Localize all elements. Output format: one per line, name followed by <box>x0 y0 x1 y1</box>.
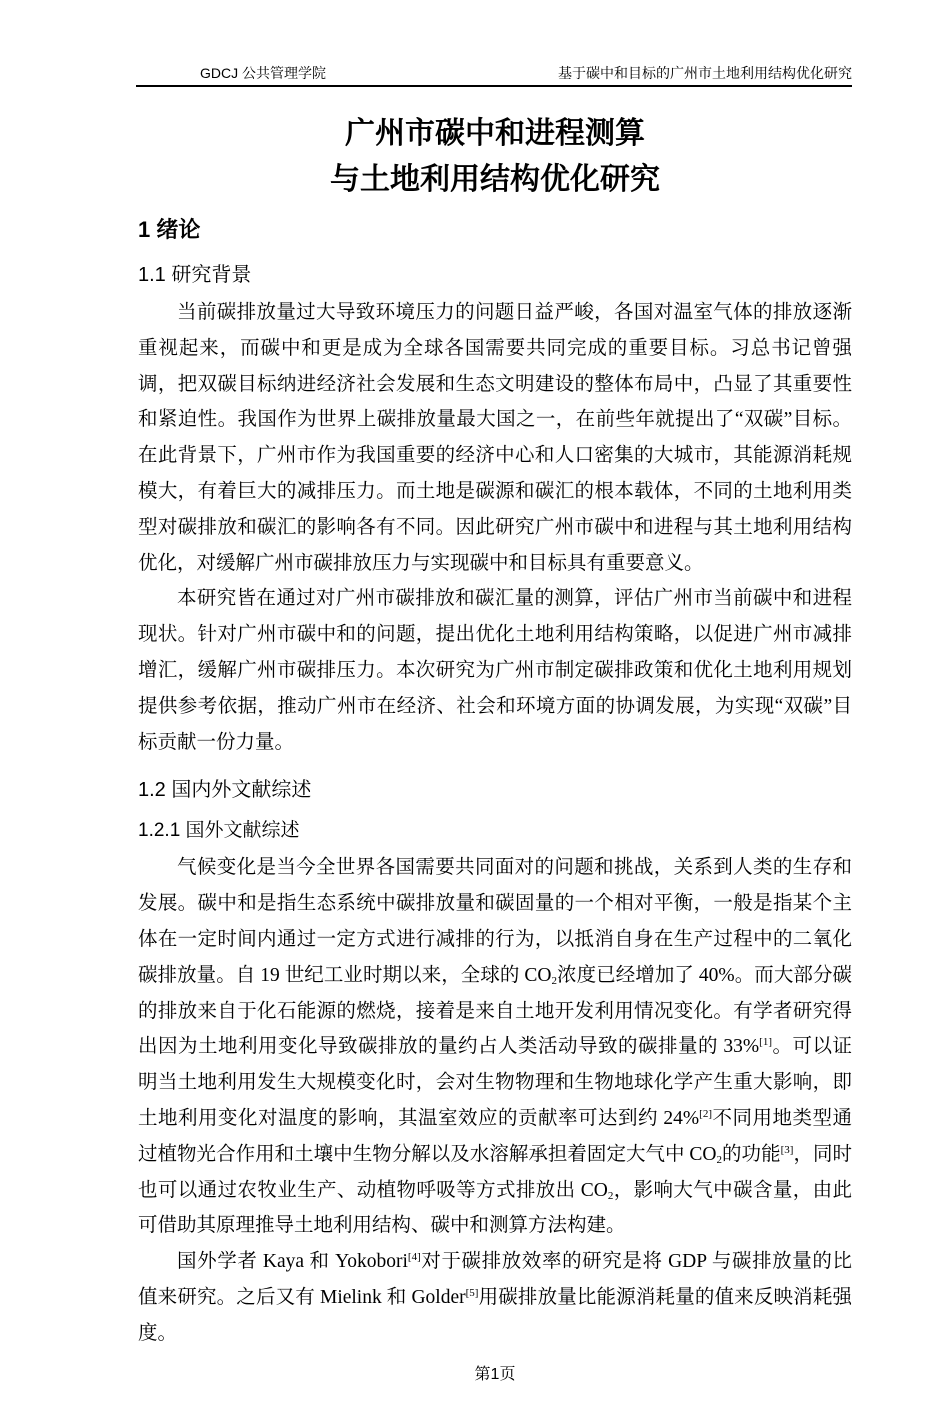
document-page <box>138 0 852 1406</box>
section-heading-1-2: 1.2 国内外文献综述 <box>138 779 312 802</box>
paragraph <box>138 581 852 760</box>
text-run: ，影响大气中碳含量，由此可借助其原理推导土地利用结构、碳中和测算方法构建。 <box>138 1179 852 1237</box>
paragraph <box>138 295 852 581</box>
section-heading-1-2-1: 1.2.1 国外文献综述 <box>138 820 300 842</box>
header-right-text: 基于碳中和目标的广州市土地利用结构优化研究 <box>558 65 852 81</box>
subscript: 2 <box>716 1153 723 1166</box>
text-run: 本研究皆在通过对广州市碳排放和碳汇量的测算，评估广州市当前碳中和进程现状。针对广州市碳中和的问题，提出优化土地利用结构策略，以促进广州市减排增汇，缓解广州市碳排压力。本次研究为广州市制定碳排政策和优化土地利用规划提供参考依据，推动广州市在经济、社会和环境方面的协调发展，为实现“双碳”目标贡献一份力量。 <box>138 588 852 753</box>
subscript: 2 <box>607 1189 614 1202</box>
section-heading-1: 1 绪论 <box>138 217 201 242</box>
citation-ref: [5] <box>465 1286 479 1299</box>
text-run: ，同时也可以通过农牧业生产、动植物呼吸等方式排放出 CO <box>138 1143 852 1201</box>
text-run: 的功能 <box>722 1143 781 1165</box>
paragraph <box>138 1244 852 1351</box>
body-block-background <box>138 295 852 760</box>
text-run: 浓度已经增加了 40%。而大部分碳的排放来自于化石能源的燃烧，接着是来自土地开发利用情况变化。有学者研究得出因为土地利用变化导致碳排放的量约占人类活动导致的碳排量的 33% <box>138 964 853 1058</box>
citation-ref: [2] <box>699 1107 712 1120</box>
title-line-2: 与土地利用结构优化研究 <box>330 163 660 196</box>
subscript: 2 <box>551 974 557 987</box>
page-header <box>138 64 852 85</box>
page-number: 第1页 <box>474 1365 516 1383</box>
text-run: 国外学者 Kaya 和 Yokobori <box>177 1251 408 1273</box>
text-run: 当前碳排放量过大导致环境压力的问题日益严峻，各国对温室气体的排放逐渐重视起来，而碳中和更是成为全球各国需要共同完成的重要目标。习总书记曾强调，把双碳目标纳进经济社会发展和生态文明建设的整体布局中，凸显了其重要性和紧迫性。我国作为世界上碳排放量最大国之一，在前些年就提出了“双碳”目标。在此背景下，广州市作为我国重要的经济中心和人口密集的大城市，其能源消耗规模大，有着巨大的减排压力。而土地是碳源和碳汇的根本载体，不同的土地利用类型对碳排放和碳汇的影响各有不同。因此研究广州市碳中和进程与其土地利用结构优化，对缓解广州市碳排放压力与实现碳中和目标具有重要意义。 <box>138 302 852 574</box>
document-title <box>138 111 852 203</box>
paragraph <box>138 850 852 1244</box>
citation-ref: [1] <box>759 1036 772 1049</box>
text-run: 不同用地类型通过植物光合作用和土壤中生物分解以及水溶解承担着固定大气中 CO <box>138 1107 852 1165</box>
section-heading-1-1: 1.1 研究背景 <box>138 264 252 286</box>
citation-ref: [4] <box>407 1251 421 1264</box>
text-run: 对于碳排放效率的研究是将 GDP 与碳排放量的比值来研究。之后又有 Mielink 和 Golder <box>138 1251 852 1308</box>
text-run: 。可以证明当土地利用发生大规模变化时，会对生物物理和生物地球化学产生重大影响，即土地利用变化对温度的影响，其温室效应的贡献率可达到约 24% <box>138 1036 852 1129</box>
header-left-text: GDCJ 公共管理学院 <box>200 65 326 81</box>
body-block-foreign-literature <box>138 850 852 1351</box>
text-run: 用碳排放量比能源消耗量的值来反映消耗强度。 <box>138 1286 852 1344</box>
header-divider <box>136 85 852 87</box>
text-run: 气候变化是当今全世界各国需要共同面对的问题和挑战，关系到人类的生存和发展。碳中和是指生态系统中碳排放量和碳固量的一个相对平衡，一般是指某个主体在一定时间内通过一定方式进行减排的行为，以抵消自身在生产过程中的二氧化碳排放量。自 19 世纪工业时期以来，全球的 CO <box>138 857 852 986</box>
citation-ref: [3] <box>780 1143 794 1156</box>
title-line-1: 广州市碳中和进程测算 <box>345 117 645 150</box>
